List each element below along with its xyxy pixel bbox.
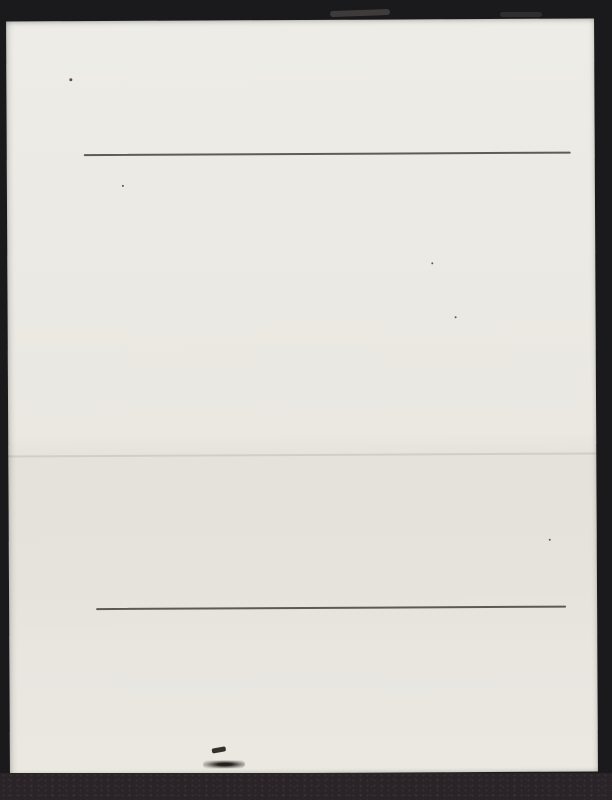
ink-speck	[431, 262, 433, 264]
table-bottom-rule	[96, 606, 566, 610]
scan-artifact-line	[8, 452, 596, 457]
paper-page	[6, 18, 598, 774]
scan-artifact-streak	[500, 12, 542, 17]
ink-speck	[69, 78, 72, 81]
column-header-digested	[385, 182, 421, 215]
column-header-pretreatment	[84, 184, 120, 217]
ink-speck	[455, 316, 457, 318]
table-top-rule	[84, 152, 571, 156]
column-header-concentration	[257, 206, 347, 278]
table-title	[117, 130, 152, 163]
ink-smudge	[203, 760, 245, 768]
ink-smudge	[212, 746, 227, 753]
ink-speck	[122, 185, 124, 187]
column-header-control	[476, 182, 512, 215]
scan-border-bottom	[0, 773, 612, 800]
ink-speck	[549, 539, 551, 541]
table-label	[6, 102, 594, 138]
footnote	[76, 628, 592, 631]
scan-artifact-streak	[330, 9, 390, 17]
